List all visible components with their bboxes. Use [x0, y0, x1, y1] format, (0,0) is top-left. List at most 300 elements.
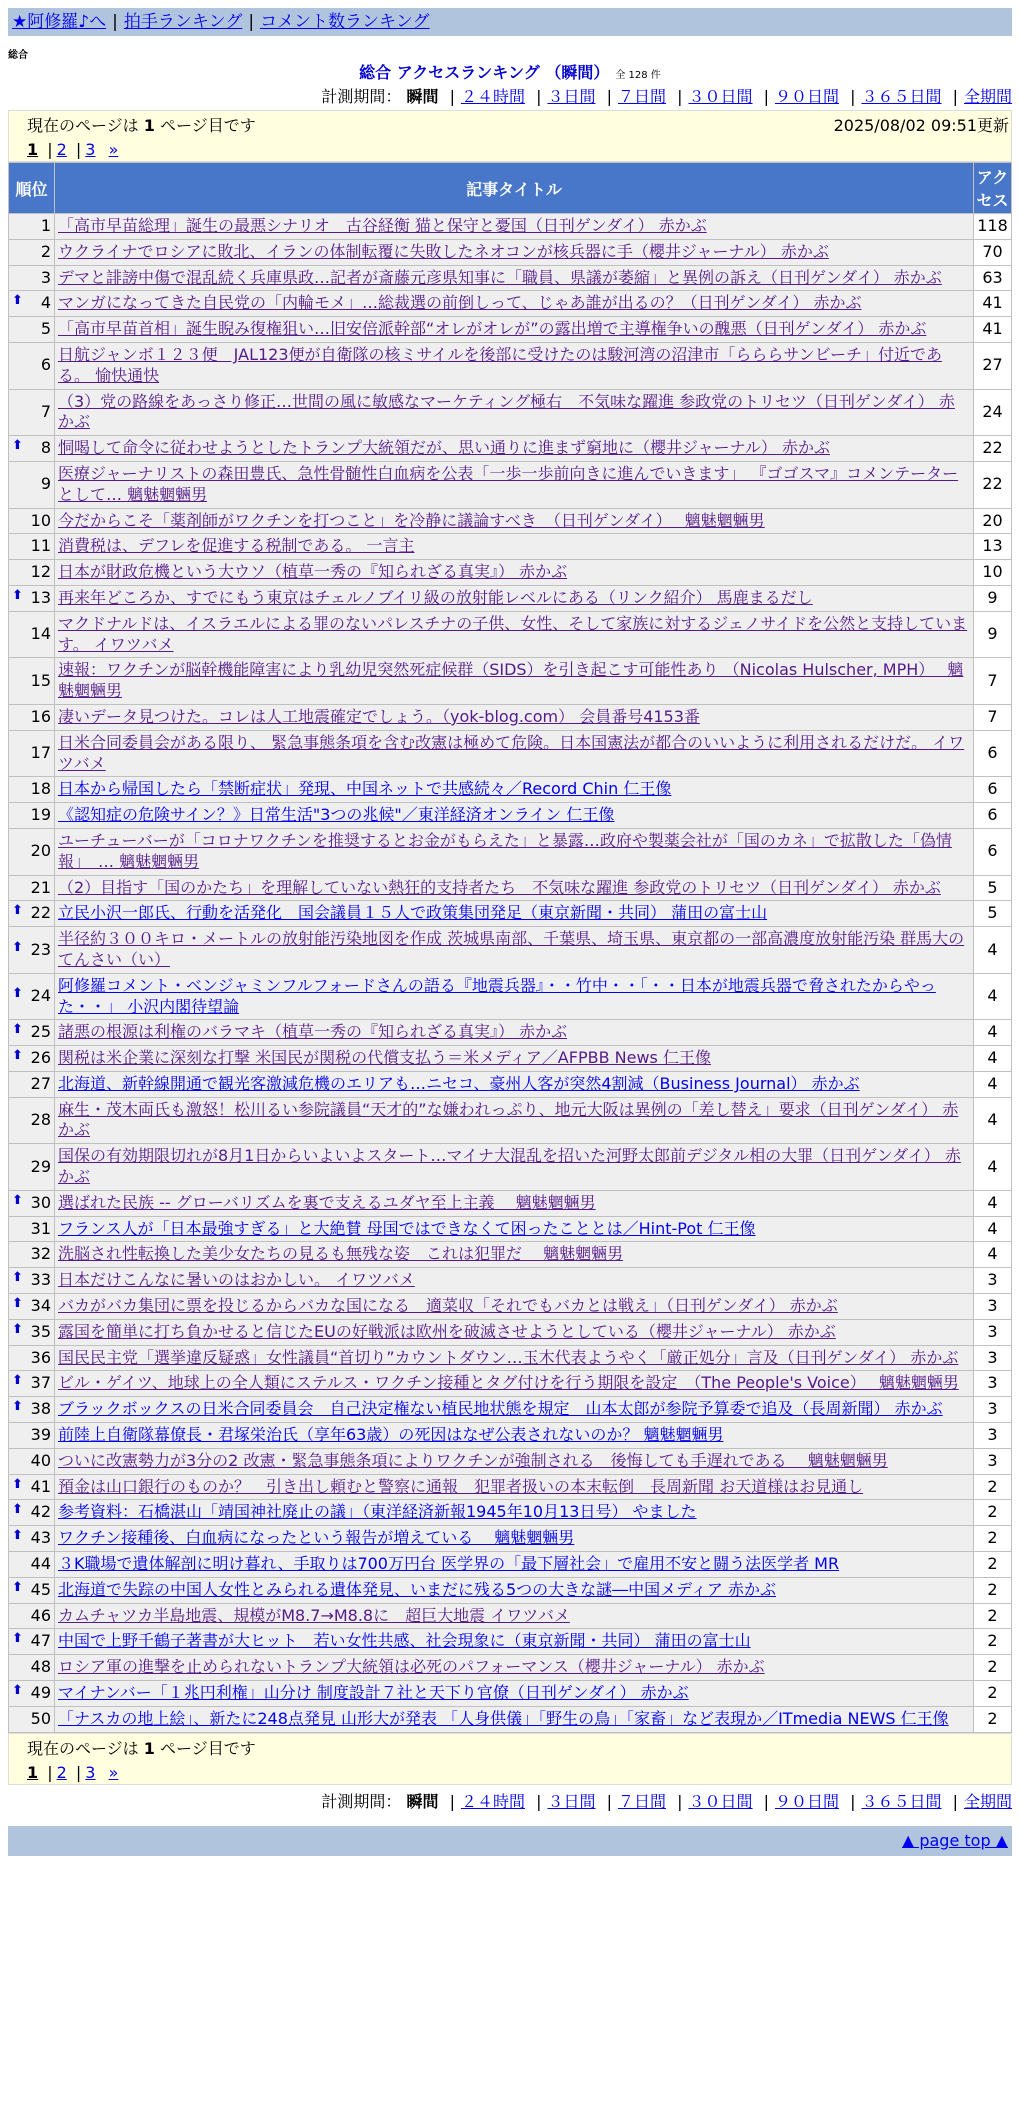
period-current: 瞬間	[406, 87, 439, 106]
table-row	[9, 1706, 1012, 1732]
page-2-link[interactable]: 2	[56, 140, 67, 159]
up-arrow-icon: ⬆	[12, 903, 23, 919]
article-link[interactable]: 前陸上自衛隊幕僚長・君塚栄治氏（享年63歳）の死因はなぜ公表されないのか？ 魑魅魍魎男	[58, 1425, 724, 1445]
table-row	[9, 777, 1012, 803]
period-24h-link[interactable]: ２４時間	[460, 1792, 525, 1811]
article-link[interactable]: デマと誹謗中傷で混乱続く兵庫県政…記者が斎藤元彦県知事に「職員、県議が萎縮」と異例の訴え（日刊ゲンダイ） 赤かぶ	[58, 267, 942, 287]
rank-cell	[9, 658, 55, 705]
applause-ranking-link[interactable]: 拍手ランキング	[123, 12, 243, 32]
article-link[interactable]: ブラックボックスの日米合同委員会 自己決定権ない植民地状態を規定 山本太郎が参院予算委で追及（長周新聞） 赤かぶ	[58, 1399, 943, 1419]
rank-cell	[9, 730, 55, 777]
comment-ranking-link[interactable]: コメント数ランキング	[260, 12, 430, 32]
table-row	[9, 1397, 1012, 1423]
table-row	[9, 342, 1012, 389]
rank-number: 20	[30, 841, 51, 861]
access-count: 5	[974, 875, 1012, 901]
article-link[interactable]: 日本だけこんなに暑いのはおかしい。 イワツバメ	[58, 1270, 415, 1290]
access-count: 6	[974, 777, 1012, 803]
access-count: 3	[974, 1319, 1012, 1345]
article-link[interactable]: 再来年どころか、すでにもう東京はチェルノブイリ級の放射能レベルにある（リンク紹介） 馬鹿まるだし	[58, 587, 813, 607]
rank-number: 12	[30, 562, 51, 582]
rank-cell	[9, 1216, 55, 1242]
article-link[interactable]: 北海道、新幹線開通で観光客激減危機のエリアも…ニセコ、豪州人客が突然4割減（Business Journal） 赤かぶ	[58, 1073, 860, 1093]
rank-cell	[9, 1706, 55, 1732]
article-link[interactable]: 「高市早苗首相」誕生睨み復権狙い…旧安倍派幹部“オレがオレが”の露出増で主導権争いの醜悪（日刊ゲンダイ） 赤かぶ	[58, 319, 927, 339]
rank-number: 16	[30, 706, 51, 726]
rank-cell	[9, 875, 55, 901]
table-row	[9, 508, 1012, 534]
article-link[interactable]: 半径約３００キロ・メートルの放射能汚染地図を作成 茨城県南部、千葉県、埼玉県、東京都の一部高濃度放射能汚染 群馬大のてんさい（い）	[58, 929, 965, 969]
period-all-link[interactable]: 全期間	[963, 87, 1012, 106]
table-row	[9, 875, 1012, 901]
title-cell	[55, 1242, 974, 1268]
article-link[interactable]: 消費税は、デフレを促進する税制である。 一言主	[58, 536, 415, 556]
table-row	[9, 1577, 1012, 1603]
rank-cell	[9, 1046, 55, 1072]
period-all-link[interactable]: 全期間	[963, 1792, 1012, 1811]
title-cell	[55, 317, 974, 343]
article-link[interactable]: 今だからこそ「薬剤師がワクチンを打つこと」を冷静に議論すべき （日刊ゲンダイ） 魑魅魍魎男	[58, 510, 765, 530]
table-row	[9, 611, 1012, 658]
article-link[interactable]: フランス人が「日本最強すぎる」と大絶賛 母国ではできなくて困ったこととは／Hint-Pot 仁王像	[58, 1218, 756, 1238]
article-link[interactable]: 参考資料：石橋湛山「靖国神社廃止の議」（東洋経済新報1945年10月13日号） やました	[58, 1502, 697, 1522]
access-count: 5	[974, 901, 1012, 927]
page-3-link[interactable]: 3	[85, 140, 96, 159]
article-link[interactable]: 露国を簡単に打ち負かせると信じたEUの好戦派は欧州を破滅させようとしている（櫻井ジャーナル） 赤かぶ	[58, 1321, 836, 1341]
article-link[interactable]: 国保の有効期限切れが8月1日からいよいよスタート…マイナ大混乱を招いた河野太郎前デジタル相の大罪（日刊ゲンダイ） 赤かぶ	[58, 1146, 961, 1187]
article-link[interactable]: 麻生・茂木両氏も激怒！松川るい参院議員“天才的”な嫌われっぷり、地元大阪は異例の「差し替え」要求（日刊ゲンダイ） 赤かぶ	[58, 1099, 959, 1140]
rank-cell	[9, 1448, 55, 1474]
title-cell	[55, 1020, 974, 1046]
pager-bottom	[8, 1733, 1012, 1785]
next-page-link[interactable]: »	[108, 1763, 119, 1782]
rank-number: 44	[30, 1554, 51, 1574]
period-current: 瞬間	[406, 1792, 439, 1811]
access-count: 2	[974, 1681, 1012, 1707]
up-arrow-icon: ⬆	[12, 1683, 23, 1699]
up-arrow-icon: ⬆	[12, 587, 23, 603]
access-count: 10	[974, 560, 1012, 586]
nav-separator: |	[112, 12, 118, 32]
article-link[interactable]: ユーチューバーが「コロナワクチンを推奨するとお金がもらえた」と暴露…政府や製薬会社が「国のカネ」で拡散した「偽情報」 … 魑魅魍魎男	[58, 830, 952, 871]
title-cell	[55, 560, 974, 586]
rank-cell	[9, 1097, 55, 1144]
article-link[interactable]: ロシア軍の進撃を止められないトランプ大統領は必死のパフォーマンス（櫻井ジャーナル） 赤かぶ	[58, 1657, 765, 1677]
title-cell	[55, 777, 974, 803]
period-3d-link[interactable]: ３日間	[547, 1792, 596, 1811]
title-header: 記事タイトル	[55, 163, 974, 214]
rank-number: 39	[30, 1425, 51, 1445]
period-365d-link[interactable]: ３６５日間	[861, 87, 942, 106]
rank-number: 36	[30, 1347, 51, 1367]
nav-separator: |	[248, 12, 255, 32]
rank-number: 8	[40, 438, 51, 458]
rank-number: 45	[30, 1579, 51, 1599]
title-cell	[55, 730, 974, 777]
title-cell	[55, 1655, 974, 1681]
page-status-number: 1	[143, 1739, 155, 1758]
page-status-number: 1	[143, 116, 155, 135]
period-30d-link[interactable]: ３０日間	[688, 1792, 753, 1811]
access-count: 2	[974, 1577, 1012, 1603]
article-link[interactable]: 「ナスカの地上絵」、新たに248点発見 山形大が発表 「人身供儀」「野生の鳥」「家畜」など表現か／ITmedia NEWS 仁王像	[58, 1708, 949, 1728]
rank-cell	[9, 1500, 55, 1526]
access-count: 7	[974, 704, 1012, 730]
access-count: 4	[974, 1020, 1012, 1046]
period-90d-link[interactable]: ９０日間	[774, 1792, 839, 1811]
access-count: 2	[974, 1474, 1012, 1500]
access-count: 2	[974, 1629, 1012, 1655]
article-link[interactable]: （3）党の路線をあっさり修正…世間の風に敏感なマーケティング極右 不気味な躍進 参政党のトリセツ（日刊ゲンダイ） 赤かぶ	[58, 391, 955, 432]
article-link[interactable]: 速報：ワクチンが脳幹機能障害により乳幼児突然死症候群（SIDS）を引き起こす可能性あり （Nicolas Hulscher, MPH） 魑魅魍魎男	[58, 660, 964, 701]
access-count: 2	[974, 1655, 1012, 1681]
access-count: 20	[974, 508, 1012, 534]
access-count: 4	[974, 927, 1012, 974]
rank-number: 1	[40, 216, 51, 235]
rank-cell	[9, 1423, 55, 1449]
table-row	[9, 1552, 1012, 1578]
rank-header: 順位	[9, 163, 55, 214]
table-row	[9, 239, 1012, 265]
rank-cell	[9, 436, 55, 462]
title-cell	[55, 1371, 974, 1397]
article-link[interactable]: 恫喝して命令に従わせようとしたトランプ大統領だが、思い通りに進まず窮地に（櫻井ジャーナル） 赤かぶ	[58, 438, 830, 458]
rank-number: 25	[30, 1022, 51, 1042]
title-cell	[55, 1681, 974, 1707]
title-cell	[55, 1190, 974, 1216]
table-row	[9, 803, 1012, 829]
rank-cell	[9, 777, 55, 803]
article-link[interactable]: 「高市早苗総理」誕生の最悪シナリオ 古谷経衡 猫と保守と憂国（日刊ゲンダイ） 赤かぶ	[58, 216, 707, 235]
title-cell	[55, 803, 974, 829]
access-count: 118	[974, 214, 1012, 240]
rank-cell	[9, 1319, 55, 1345]
access-count: 2	[974, 1500, 1012, 1526]
up-arrow-icon: ⬆	[12, 1631, 23, 1647]
title-cell	[55, 828, 974, 875]
article-link[interactable]: ウクライナでロシアに敗北、イランの体制転覆に失敗したネオコンが核兵器に手（櫻井ジャーナル） 赤かぶ	[58, 241, 829, 261]
table-row	[9, 1144, 1012, 1191]
rank-cell	[9, 239, 55, 265]
up-arrow-icon: ⬆	[12, 1502, 23, 1518]
rank-cell	[9, 1020, 55, 1046]
article-link[interactable]: 日米合同委員会がある限り、 緊急事態条項を含む改憲は極めて危険。日本国憲法が都合のいいように利用されるだけだ。 イワツバメ	[58, 732, 965, 773]
table-row	[9, 291, 1012, 317]
rank-number: 48	[30, 1657, 51, 1677]
rank-cell	[9, 534, 55, 560]
access-count: 2	[974, 1552, 1012, 1578]
article-link[interactable]: マクドナルドは、イスラエルによる罪のないパレスチナの子供、女性、そして家族に対するジェノサイドを公然と支持しています。 イワツバメ	[58, 613, 968, 654]
rank-cell	[9, 611, 55, 658]
article-link[interactable]: ついに改憲勢力が3分の2 改憲・緊急事態条項によりワクチンが強制される 後悔しても手遅れである 魑魅魍魎男	[58, 1450, 888, 1470]
rank-number: 30	[30, 1192, 51, 1212]
table-row	[9, 828, 1012, 875]
article-link[interactable]: ワクチン接種後、白血病になったという報告が増えている 魑魅魍魎男	[58, 1528, 575, 1548]
table-row	[9, 560, 1012, 586]
table-row	[9, 1242, 1012, 1268]
rank-number: 40	[30, 1450, 51, 1470]
article-link[interactable]: ３K職場で遺体解剖に明け暮れ、手取りは700万円台 医学界の「最下層社会」で雇用不安と闘う法医学者 MR	[58, 1554, 840, 1574]
top-nav-bar	[8, 8, 1012, 36]
rank-cell	[9, 1474, 55, 1500]
access-count: 3	[974, 1294, 1012, 1320]
period-24h-link[interactable]: ２４時間	[460, 87, 525, 106]
access-count: 3	[974, 1345, 1012, 1371]
up-arrow-icon: ⬆	[12, 1296, 23, 1312]
rank-cell	[9, 317, 55, 343]
page-3-link[interactable]: 3	[85, 1763, 96, 1782]
rank-number: 9	[40, 474, 51, 494]
table-row	[9, 1046, 1012, 1072]
title-cell	[55, 291, 974, 317]
access-count: 24	[974, 389, 1012, 436]
rank-number: 47	[30, 1631, 51, 1651]
period-30d-link[interactable]: ３０日間	[688, 87, 753, 106]
table-row	[9, 1681, 1012, 1707]
article-link[interactable]: 中国で上野千鶴子著書が大ヒット 若い女性共感、社会現象に（東京新聞・共同） 蒲田の富士山	[58, 1631, 751, 1651]
up-arrow-icon: ⬆	[12, 986, 23, 1002]
article-link[interactable]: マイナンバー「１兆円利権」山分け 制度設計７社と天下り官僚（日刊ゲンダイ） 赤かぶ	[58, 1683, 689, 1703]
title-cell	[55, 1448, 974, 1474]
rank-cell	[9, 1552, 55, 1578]
title-cell	[55, 1552, 974, 1578]
article-link[interactable]: 預金は山口銀行のものか？ 引き出し頼むと警察に通報 犯罪者扱いの本末転倒 長周新聞 お天道様はお見通し	[58, 1476, 864, 1496]
access-count: 3	[974, 1397, 1012, 1423]
table-row	[9, 1526, 1012, 1552]
up-arrow-icon: ⬆	[12, 1373, 23, 1389]
access-count: 13	[974, 534, 1012, 560]
title-cell	[55, 214, 974, 240]
rank-number: 6	[40, 355, 51, 375]
period-3d-link[interactable]: ３日間	[547, 87, 596, 106]
rank-number: 17	[30, 743, 51, 763]
table-row	[9, 1071, 1012, 1097]
rank-number: 26	[30, 1048, 51, 1068]
table-row	[9, 1423, 1012, 1449]
article-link[interactable]: バカがバカ集団に票を投じるからバカな国になる 適菜収「それでもバカとは戦え」（日刊ゲンダイ） 赤かぶ	[58, 1296, 838, 1316]
rank-cell	[9, 973, 55, 1020]
title-cell	[55, 1474, 974, 1500]
table-row	[9, 1500, 1012, 1526]
rank-number: 23	[30, 939, 51, 959]
rank-number: 14	[30, 624, 51, 644]
title-cell	[55, 265, 974, 291]
access-count: 2	[974, 1526, 1012, 1552]
rank-number: 4	[40, 293, 51, 313]
article-link[interactable]: 北海道で失踪の中国人女性とみられる遺体発見、いまだに残る5つの大きな謎―中国メディア 赤かぶ	[58, 1579, 776, 1599]
table-row	[9, 389, 1012, 436]
access-count: 22	[974, 436, 1012, 462]
page-title-line	[8, 60, 1012, 83]
article-link[interactable]: 関税は米企業に深刻な打撃 米国民が関税の代償支払う＝米メディア／AFPBB News 仁王像	[58, 1048, 711, 1068]
total-count: 全 128 件	[615, 70, 661, 81]
page-1-current: 1	[27, 1763, 39, 1782]
period-selector-top: 計測期間： 瞬間 | ２４時間 | ３日間 | ７日間 | ３０日間 | ９０日間 | ３６５日間 | 全期間	[321, 87, 1012, 106]
period-90d-link[interactable]: ９０日間	[774, 87, 839, 106]
title-cell	[55, 1046, 974, 1072]
table-row	[9, 927, 1012, 974]
rank-cell	[9, 560, 55, 586]
access-count: 4	[974, 1097, 1012, 1144]
table-row	[9, 1319, 1012, 1345]
period-7d-link[interactable]: ７日間	[617, 1792, 666, 1811]
title-cell	[55, 1577, 974, 1603]
up-arrow-icon: ⬆	[12, 1579, 23, 1595]
rank-number: 46	[30, 1605, 51, 1625]
access-count: 41	[974, 291, 1012, 317]
title-cell	[55, 585, 974, 611]
article-link[interactable]: 医療ジャーナリストの森田豊氏、急性骨髄性白血病を公表「一歩一歩前向きに進んでいきます」 『ゴゴスマ』コメンテーターとして… 魑魅魍魎男	[58, 463, 959, 504]
article-link[interactable]: カムチャツカ半島地震、規模がM8.7→M8.8に 超巨大地震 イワツバメ	[58, 1605, 570, 1625]
rank-number: 21	[30, 877, 51, 897]
rank-number: 15	[30, 670, 51, 690]
article-link[interactable]: 諸悪の根源は利権のバラマキ（植草一秀の『知られざる真実』） 赤かぶ	[58, 1022, 568, 1042]
title-cell	[55, 1319, 974, 1345]
rank-number: 24	[30, 986, 51, 1006]
rank-cell	[9, 927, 55, 974]
rank-number: 5	[40, 319, 51, 339]
table-row	[9, 658, 1012, 705]
access-count: 4	[974, 1144, 1012, 1191]
table-row	[9, 901, 1012, 927]
rank-cell	[9, 265, 55, 291]
title-cell	[55, 704, 974, 730]
article-link[interactable]: （2）目指す「国のかたち」を理解していない熱狂的支持者たち 不気味な躍進 参政党のトリセツ（日刊ゲンダイ） 赤かぶ	[58, 877, 941, 897]
access-count: 3	[974, 1268, 1012, 1294]
up-arrow-icon: ⬆	[12, 1270, 23, 1286]
access-count: 3	[974, 1423, 1012, 1449]
access-count: 4	[974, 973, 1012, 1020]
rank-number: 2	[40, 241, 51, 261]
article-link[interactable]: 国民民主党「選挙違反疑惑」女性議員“首切り”カウントダウン…玉木代表ようやく「厳正処分」言及（日刊ゲンダイ） 赤かぶ	[58, 1347, 959, 1367]
rank-cell	[9, 803, 55, 829]
up-arrow-icon: ⬆	[12, 1321, 23, 1337]
table-row	[9, 973, 1012, 1020]
access-count: 2	[974, 1603, 1012, 1629]
access-count: 3	[974, 1371, 1012, 1397]
rank-cell	[9, 1655, 55, 1681]
rank-number: 3	[40, 267, 51, 287]
pager-top	[8, 110, 1012, 162]
table-row	[9, 1474, 1012, 1500]
title-cell	[55, 611, 974, 658]
rank-number: 7	[40, 401, 51, 421]
rank-cell	[9, 1629, 55, 1655]
table-row	[9, 1629, 1012, 1655]
next-page-link[interactable]: »	[108, 140, 119, 159]
rank-number: 10	[30, 510, 51, 530]
table-row	[9, 1371, 1012, 1397]
rank-cell	[9, 1577, 55, 1603]
article-link[interactable]: 日航ジャンボ１２３便 JAL123便が自衛隊の核ミサイルを後部に受けたのは駿河湾の沼津市「らららサンビーチ」付近である。 愉快通快	[58, 344, 942, 385]
rank-cell	[9, 1190, 55, 1216]
up-arrow-icon: ⬆	[12, 939, 23, 955]
home-link[interactable]: ★阿修羅♪へ	[12, 12, 107, 32]
up-arrow-icon: ⬆	[12, 293, 23, 309]
rank-number: 37	[30, 1373, 51, 1393]
title-cell	[55, 342, 974, 389]
article-link[interactable]: 選ばれた民族 -- グローバリズムを裏で支えるユダヤ至上主義 魑魅魍魎男	[58, 1192, 596, 1212]
article-link[interactable]: 阿修羅コメント・ベンジャミンフルフォードさんの語る『地震兵器』・・竹中・・「・・日本が地震兵器で脅されたからやった・・」 小沢内閣待望論	[58, 975, 936, 1016]
title-cell	[55, 1216, 974, 1242]
rank-cell	[9, 1268, 55, 1294]
table-row	[9, 585, 1012, 611]
rank-cell	[9, 1526, 55, 1552]
page-top-link[interactable]: ▲ page top ▲	[901, 1831, 1008, 1850]
access-count: 4	[974, 1071, 1012, 1097]
article-link[interactable]: 日本から帰国したら「禁断症状」発現、中国ネットで共感続々／Record Chin 仁王像	[58, 779, 672, 799]
access-count: 4	[974, 1046, 1012, 1072]
rank-cell	[9, 389, 55, 436]
footer-bar	[8, 1826, 1012, 1856]
article-link[interactable]: 日本が財政危機という大ウソ（植草一秀の『知られざる真実』） 赤かぶ	[58, 562, 568, 582]
rank-cell	[9, 508, 55, 534]
ranking-table-body	[9, 214, 1012, 1733]
article-link[interactable]: ビル・ゲイツ、地球上の全人類にステルス・ワクチン接種とタグ付けを行う期限を設定 （The People's Voice） 魑魅魍魎男	[58, 1373, 959, 1393]
rank-number: 50	[30, 1708, 51, 1728]
article-link[interactable]: 凄いデータ見つけた。コレは人工地震確定でしょう。（yok-blog.com） 会員番号4153番	[58, 706, 700, 726]
title-cell	[55, 927, 974, 974]
period-7d-link[interactable]: ７日間	[617, 87, 666, 106]
rank-number: 27	[30, 1073, 51, 1093]
page-2-link[interactable]: 2	[56, 1763, 67, 1782]
article-link[interactable]: 立民小沢一郎氏、行動を活発化 国会議員１５人で政策集団発足（東京新聞・共同） 蒲田の富士山	[58, 903, 768, 923]
rank-number: 33	[30, 1270, 51, 1290]
title-cell	[55, 1629, 974, 1655]
article-link[interactable]: 《認知症の危険サイン？》日常生活"3つの兆候"／東洋経済オンライン 仁王像	[58, 805, 615, 825]
title-cell	[55, 239, 974, 265]
rank-number: 22	[30, 903, 51, 923]
rank-cell	[9, 461, 55, 508]
title-cell	[55, 1268, 974, 1294]
rank-number: 35	[30, 1321, 51, 1341]
rank-cell	[9, 1294, 55, 1320]
up-arrow-icon: ⬆	[12, 1528, 23, 1544]
title-cell	[55, 658, 974, 705]
up-arrow-icon: ⬆	[12, 1192, 23, 1208]
access-count: 6	[974, 828, 1012, 875]
rank-number: 38	[30, 1399, 51, 1419]
rank-number: 11	[30, 536, 51, 556]
access-count: 6	[974, 803, 1012, 829]
title-cell	[55, 389, 974, 436]
access-count: 6	[974, 730, 1012, 777]
page-status	[27, 1736, 993, 1759]
article-link[interactable]: マンガになってきた自民党の「内輪モメ」…総裁選の前倒しって、じゃあ誰が出るの？（日刊ゲンダイ） 赤かぶ	[58, 293, 862, 313]
access-count: 4	[974, 1216, 1012, 1242]
table-row	[9, 461, 1012, 508]
title-cell	[55, 1526, 974, 1552]
table-row	[9, 1655, 1012, 1681]
access-count: 7	[974, 658, 1012, 705]
table-row	[9, 730, 1012, 777]
rank-number: 49	[30, 1683, 51, 1703]
rank-cell	[9, 291, 55, 317]
table-row	[9, 1190, 1012, 1216]
table-row	[9, 317, 1012, 343]
period-365d-link[interactable]: ３６５日間	[861, 1792, 942, 1811]
table-row	[9, 265, 1012, 291]
table-row	[9, 1097, 1012, 1144]
title-cell	[55, 461, 974, 508]
rank-cell	[9, 1397, 55, 1423]
article-link[interactable]: 洗脳され性転換した美少女たちの見るも無残な姿 これは犯罪だ 魑魅魍魎男	[58, 1244, 624, 1264]
up-arrow-icon: ⬆	[12, 1399, 23, 1415]
page-status-suffix: ページ目です	[154, 1739, 256, 1758]
rank-cell	[9, 1242, 55, 1268]
rank-number: 13	[30, 587, 51, 607]
access-count: 4	[974, 1242, 1012, 1268]
